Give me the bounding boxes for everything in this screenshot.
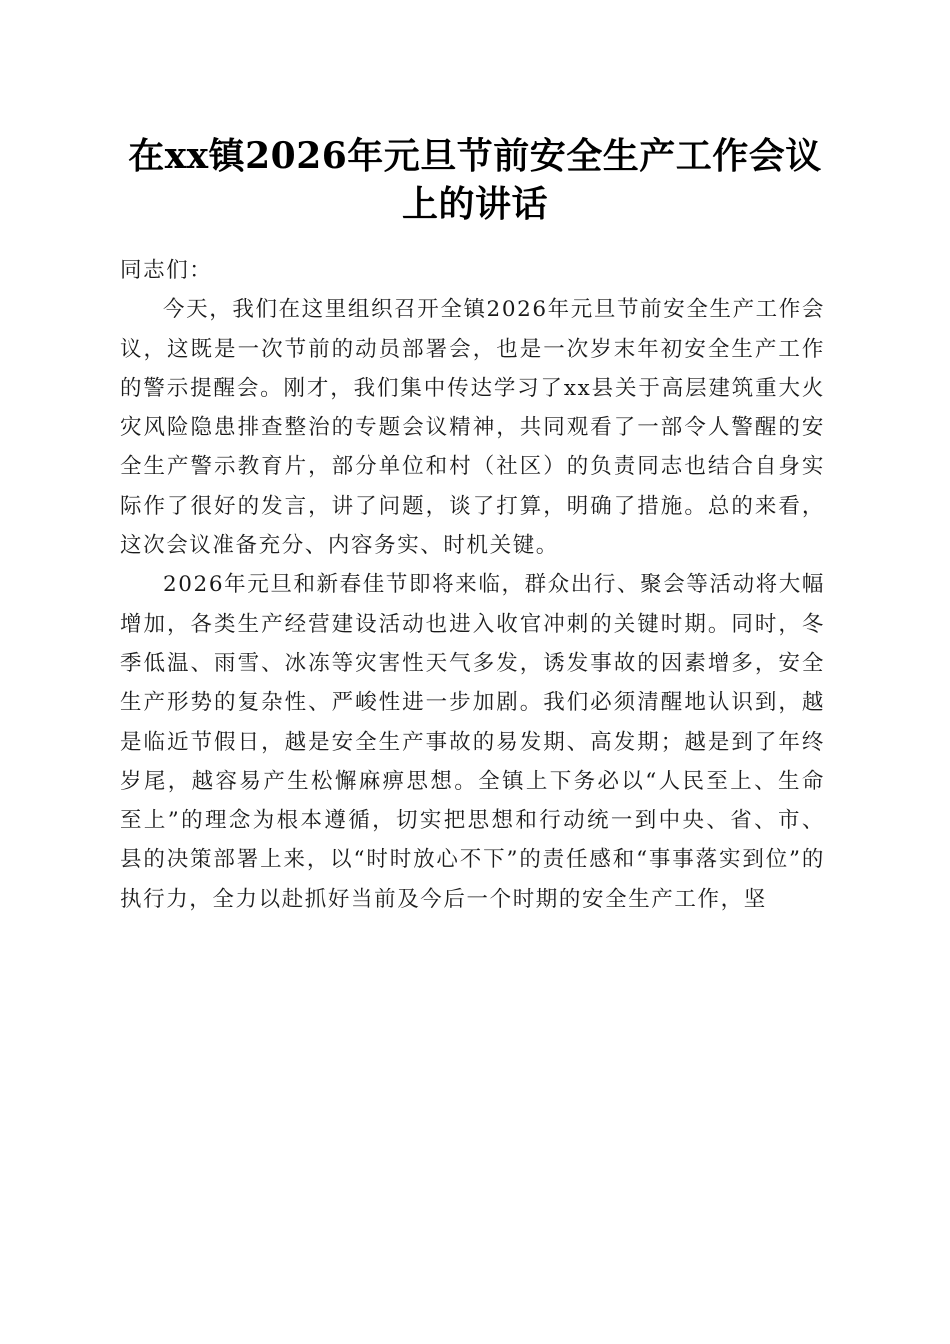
paragraph-1: 今天，我们在这里组织召开全镇2026年元旦节前安全生产工作会议，这既是一次节前的动员部署会，也是一次岁末年初安全生产工作的警示提醒会。刚才，我们集中传达学习了xx县关于高层建筑重大火灾风险隐患排查整治的专题会议精神，共同观看了一部令人警醒的安全生产警示教育片，部分单位和村（社区）的负责同志也结合自身实际作了很好的发言，讲了问题，谈了打算，明确了措施。总的来看，这次会议准备充分、内容务实、时机关键。 (120, 297, 825, 559)
paragraph-2: 2026年元旦和新春佳节即将来临，群众出行、聚会等活动将大幅增加，各类生产经营建设活动也进入收官冲刺的关键时期。同时，冬季低温、雨雪、冰冻等灾害性天气多发，诱发事故的因素增多，安全生产形势的复杂性、严峻性进一步加剧。我们必须清醒地认识到，越是临近节假日，越是安全生产事故的易发期、高发期；越是到了年终岁尾，越容易产生松懈麻痹思想。全镇上下务必以“人民至上、生命至上”的理念为根本遵循，切实把思想和行动统一到中央、省、市、县的决策部署上来，以“时时放心不下”的责任感和“事事落实到位”的执行力，全力以赴抓好当前及今后一个时期的安全生产工作，坚 (120, 572, 825, 912)
document-title: 在xx镇2026年元旦节前安全生产工作会议上的讲话 (128, 135, 822, 225)
document-body (120, 251, 825, 919)
salutation: 同志们： (120, 258, 213, 283)
